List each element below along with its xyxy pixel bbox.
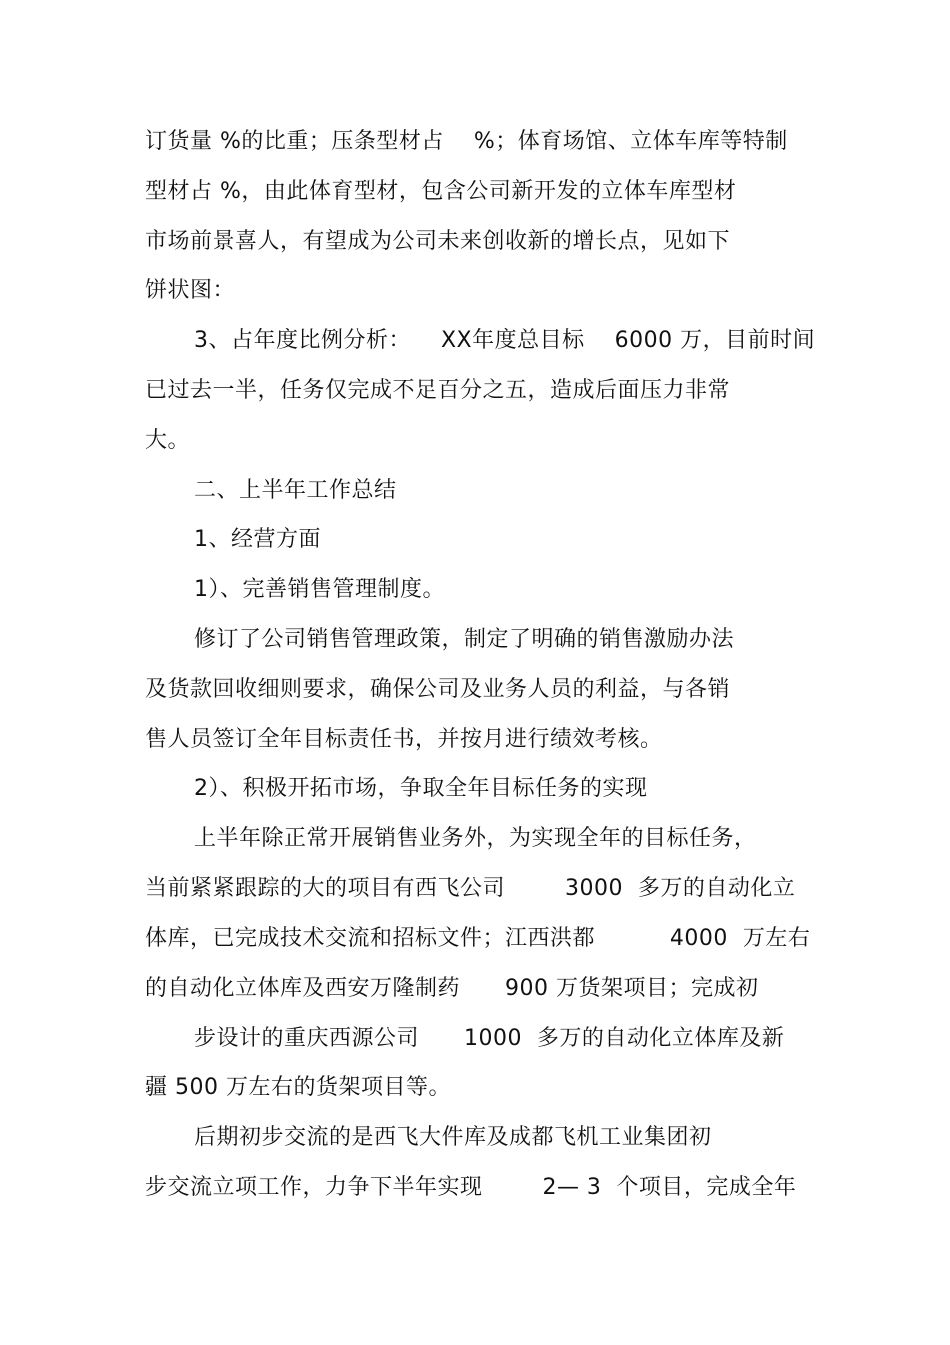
subsection-heading: 1、经营方面 xyxy=(194,527,321,552)
item-heading: 1）、完善销售管理制度。 xyxy=(194,577,445,602)
text-line: 已过去一半，任务仅完成不足百分之五，造成后面压力非常 xyxy=(145,378,731,403)
text-line: 步设计的重庆西源公司 1000 多万的自动化立体库及新 xyxy=(194,1026,785,1051)
text-line: 大。 xyxy=(145,428,191,453)
text-line: 当前紧紧跟踪的大的项目有西飞公司 3000 多万的自动化立 xyxy=(145,876,796,901)
text-line: 型材占 %，由此体育型材，包含公司新开发的立体车库型材 xyxy=(145,179,737,204)
section-heading: 二、上半年工作总结 xyxy=(194,478,397,503)
text-line: 步交流立项工作，力争下半年实现 2— 3 个项目，完成全年 xyxy=(145,1175,797,1200)
text-line: 饼状图： xyxy=(145,278,236,303)
text-line: 修订了公司销售管理政策，制定了明确的销售激励办法 xyxy=(194,627,735,652)
text-line: 上半年除正常开展销售业务外，为实现全年的目标任务， xyxy=(194,826,757,851)
text-line: 售人员签订全年目标责任书，并按月进行绩效考核。 xyxy=(145,727,663,752)
text-line: 市场前景喜人，有望成为公司未来创收新的增长点，见如下 xyxy=(145,229,731,254)
item-heading: 2）、积极开拓市场，争取全年目标任务的实现 xyxy=(194,776,648,801)
text-line: 后期初步交流的是西飞大件库及成都飞机工业集团初 xyxy=(194,1125,712,1150)
text-line: 的自动化立体库及西安万隆制药 900 万货架项目；完成初 xyxy=(145,976,759,1001)
text-line: 体库，已完成技术交流和招标文件；江西洪都 4000 万左右 xyxy=(145,926,811,951)
text-line: 订货量 %的比重；压条型材占 %；体育场馆、立体车库等特制 xyxy=(145,129,788,154)
text-line: 3、占年度比例分析： XX年度总目标 6000 万，目前时间 xyxy=(194,328,816,353)
text-line: 疆 500 万左右的货架项目等。 xyxy=(145,1075,451,1100)
text-line: 及货款回收细则要求，确保公司及业务人员的利益，与各销 xyxy=(145,677,731,702)
